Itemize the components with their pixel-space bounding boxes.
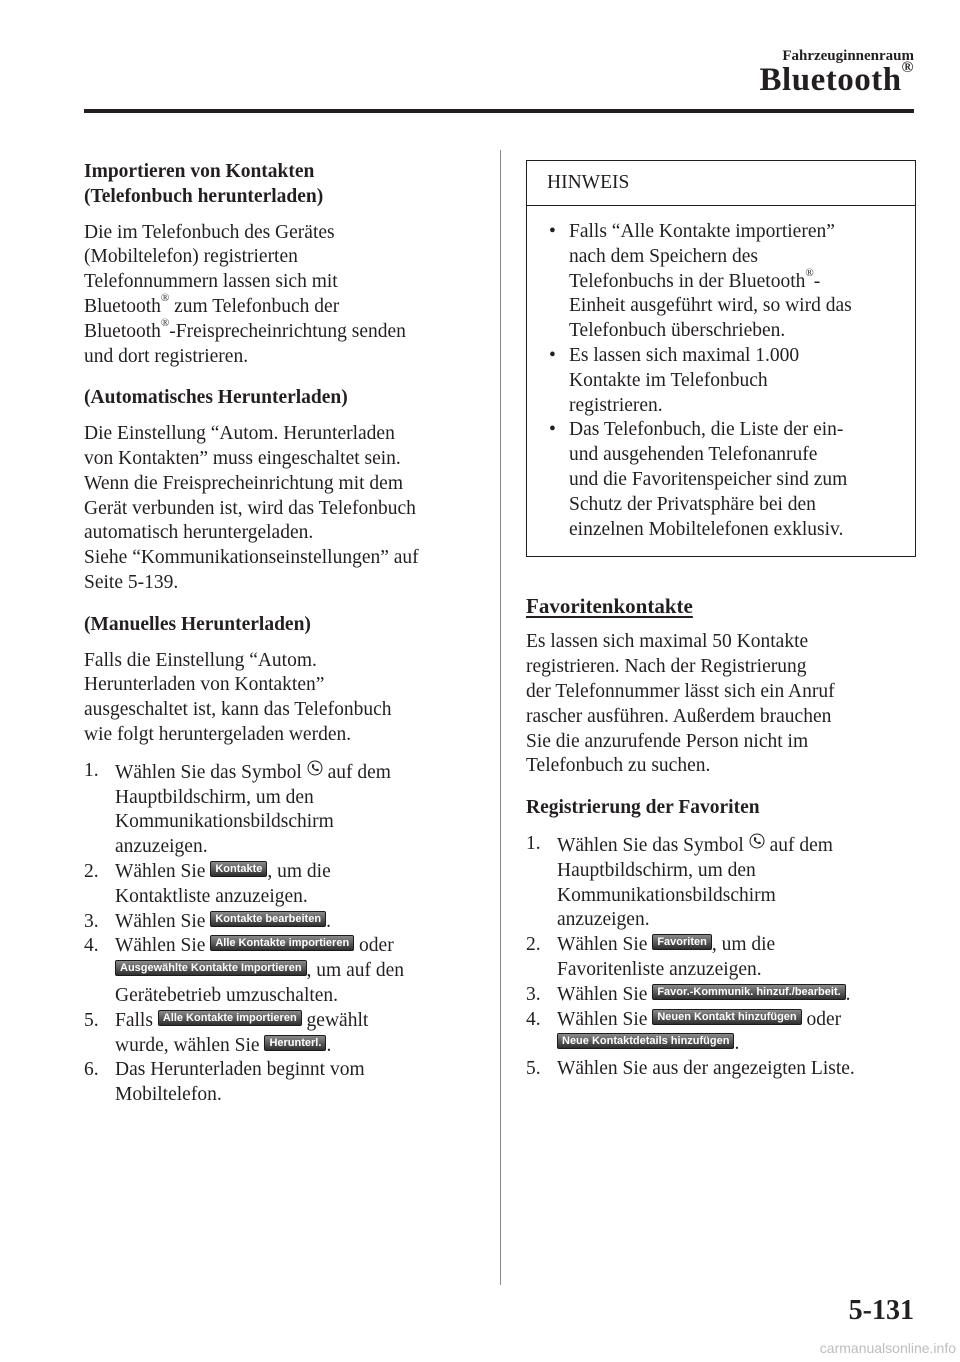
left-column [84,160,476,1108]
step-2: 2. Wählen Sie Kontakte , um die Kontaktliste anzuzeigen. [84,860,331,907]
header-rule [84,109,914,113]
manual-line: Herunterladen von Kontakten” [84,674,325,696]
import-all-contacts-button[interactable]: Alle Kontakte importieren [210,935,354,951]
step-3: 3. Wählen Sie Kontakte bearbeiten . [84,910,331,932]
edit-contacts-button[interactable]: Kontakte bearbeiten [210,911,326,927]
auto-line: Die Einstellung “Autom. Herunterladen [84,423,395,445]
manual-download-heading: (Manuelles Herunterladen) [84,613,311,635]
chapter-title: Bluetooth® [759,59,914,98]
intro-line: (Mobiltelefon) registrierten [84,246,298,268]
manual-line: wie folgt heruntergeladen werden. [84,723,352,745]
step-6: 6. Das Herunterladen beginnt vom Mobiltelefon. [84,1059,365,1106]
import-subheading: (Telefonbuch herunterladen) [84,185,324,207]
auto-line: Seite 5-139. [84,571,179,593]
fav-line: der Telefonnummer lässt sich ein Anruf [526,680,835,702]
section-title: Fahrzeuginnenraum [782,48,914,64]
fav-line: registrieren. Nach der Registrierung [526,656,807,678]
intro-line: Bluetooth®-Freisprecheinrichtung senden [84,316,406,342]
manual-line: Falls die Einstellung “Autom. [84,649,317,671]
intro-line: Die im Telefonbuch des Gerätes [84,221,335,243]
fav-line: rascher ausführen. Außerdem brauchen [526,705,832,727]
note-title: HINWEIS [527,161,915,206]
add-edit-favorites-button[interactable]: Favor.-Kommunik. hinzuf./bearbeit. [652,984,845,1000]
import-all-contacts-button[interactable]: Alle Kontakte importieren [158,1010,302,1026]
auto-download-heading: (Automatisches Herunterladen) [84,387,348,409]
step-1: 1. Wählen Sie das Symbol auf dem Hauptbildschirm, um den Kommunikationsbildschirm anzuzeigen. [84,759,391,858]
auto-line: Wenn die Freisprecheinrichtung mit dem [84,472,404,494]
manual-line: ausgeschaltet ist, kann das Telefonbuch [84,699,392,721]
registered-mark: ® [901,59,914,76]
import-selected-contacts-button[interactable]: Ausgewählte Kontakte Importieren [115,960,307,976]
add-contact-details-button[interactable]: Neue Kontaktdetails hinzufügen [557,1033,734,1049]
fav-step-2: 2. Wählen Sie Favoriten , um die Favoritenliste anzuzeigen. [526,934,776,980]
fav-step-4: 4. Wählen Sie Neuen Kontakt hinzufügen oder Neue Kontaktdetails hinzufügen . [526,1008,842,1055]
page-number: 5-131 [848,1295,914,1326]
intro-line: und dort registrieren. [84,345,249,367]
fav-line: Sie die anzurufende Person nicht im [526,730,809,752]
add-new-contact-button[interactable]: Neuen Kontakt hinzufügen [652,1009,801,1025]
watermark: carmanualsonline.info [819,1340,956,1356]
register-favorites-heading: Registrierung der Favoriten [526,797,760,819]
contacts-button[interactable]: Kontakte [210,861,267,877]
fav-step-1: 1. Wählen Sie das Symbol auf dem Hauptbildschirm, um den Kommunikationsbildschirm anzuzeigen. [526,832,833,931]
note-box [526,160,916,557]
auto-line: Gerät verbunden ist, wird das Telefonbuch [84,497,416,519]
favorites-button[interactable]: Favoriten [652,934,712,950]
step-5: 5. Falls Alle Kontakte importieren gewählt wurde, wählen Sie Herunterl. . [84,1009,369,1056]
step-4: 4. Wählen Sie Alle Kontakte importieren oder Ausgewählte Kontakte Importieren , um auf den Gerätebetrieb umzuschalten. [84,935,405,1006]
note-bullet-1: • Falls “Alle Kontakte importieren” nach dem Speichern des Telefonbuchs in der Bluetooth®- Einheit ausgeführt wird, so wird das Telefonbuch überschrieben. [549,221,852,342]
auto-line: Siehe “Kommunikationseinstellungen” auf [84,547,419,569]
note-bullet-2: • Es lassen sich maximal 1.000 Kontakte im Telefonbuch registrieren. [549,344,800,416]
fav-step-3: 3. Wählen Sie Favor.-Kommunik. hinzuf./bearbeit. . [526,983,851,1005]
column-divider [500,150,501,1285]
phone-icon [307,759,323,775]
intro-line: Bluetooth® zum Telefonbuch der [84,291,340,317]
right-column [526,160,916,1082]
favorites-heading: Favoritenkontakte [526,594,693,619]
download-button[interactable]: Herunterl. [264,1035,326,1051]
auto-line: automatisch heruntergeladen. [84,522,314,544]
note-bullet-3: • Das Telefonbuch, die Liste der ein- und ausgehenden Telefonanrufe und die Favoritenspeicher sind zum Schutz der Privatsphäre bei den einzelnen Mobiltelefonen exklusiv. [549,419,848,540]
fav-step-5: 5. Wählen Sie aus der angezeigten Liste. [526,1058,855,1080]
fav-line: Es lassen sich maximal 50 Kontakte [526,631,809,653]
import-heading: Importieren von Kontakten [84,161,315,182]
phone-icon [749,832,765,848]
fav-line: Telefonbuch zu suchen. [526,755,711,777]
auto-line: von Kontakten” muss eingeschaltet sein. [84,447,401,469]
intro-line: Telefonnummern lassen sich mit [84,271,338,293]
